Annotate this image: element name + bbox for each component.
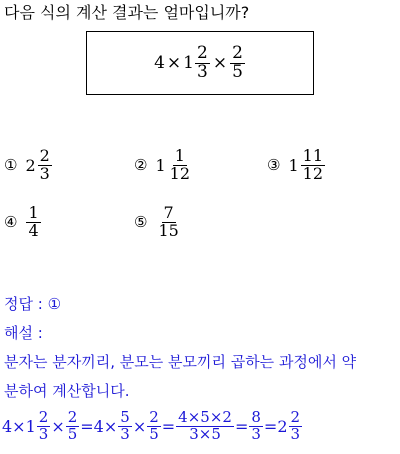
numerator: 2: [67, 408, 78, 426]
denominator: 5: [232, 61, 243, 82]
expr-mixed-whole: 1: [183, 53, 194, 73]
explanation-line-1: 분자는 분자끼리, 분모는 분모끼리 곱하는 과정에서 약: [4, 353, 357, 371]
expr-fraction: [230, 42, 245, 82]
numerator: 4×5×2: [178, 408, 232, 426]
work-term: ×: [51, 416, 65, 436]
denominator: 12: [169, 163, 190, 183]
expr-integer: 4: [154, 53, 165, 73]
calculation-steps: [2, 410, 303, 443]
work-term: 4×1: [2, 416, 36, 436]
denominator: 3×5: [189, 424, 221, 443]
explanation-label: 해설 :: [4, 324, 43, 342]
work-fraction: [249, 410, 263, 443]
denominator: 3: [39, 163, 50, 183]
denominator: 3: [120, 424, 130, 443]
work-fraction: [176, 410, 234, 443]
choice-fraction: [168, 148, 192, 183]
denominator: 3: [38, 424, 49, 443]
choice-fraction: [38, 148, 52, 183]
explanation-line-2: 분하여 계산합니다.: [4, 382, 130, 400]
denominator: 15: [158, 220, 179, 240]
choice-4[interactable]: [4, 205, 42, 240]
choice-marker: ②: [134, 156, 148, 175]
question-text: 다음 식의 계산 결과는 얼마입니까?: [4, 3, 250, 22]
choice-whole: 2: [25, 155, 36, 175]
choice-marker: ④: [4, 213, 18, 232]
expr-mixed-fraction: [195, 42, 210, 82]
numerator: 2: [149, 408, 159, 426]
work-fraction: [66, 410, 80, 443]
numerator: 2: [38, 408, 49, 426]
denominator: 5: [149, 424, 159, 443]
numerator: 2: [39, 146, 50, 165]
choice-marker: ⑤: [134, 213, 148, 232]
work-fraction: [147, 410, 161, 443]
work-term: =2: [263, 416, 288, 436]
choice-fraction: [301, 148, 325, 183]
choice-5[interactable]: [134, 205, 182, 240]
work-fraction: [118, 410, 132, 443]
work-term: =: [234, 416, 249, 436]
answer-text: 정답 : ①: [4, 295, 62, 313]
numerator: 8: [251, 408, 261, 426]
choice-marker: ③: [267, 156, 281, 175]
numerator: 1: [174, 146, 185, 165]
choice-whole: 1: [288, 155, 299, 175]
numerator: 2: [197, 42, 208, 63]
denominator: 5: [67, 424, 78, 443]
numerator: 11: [302, 146, 323, 165]
numerator: 7: [163, 203, 174, 222]
choice-whole: 1: [155, 155, 166, 175]
denominator: 3: [197, 61, 208, 82]
numerator: 2: [232, 42, 243, 63]
work-fraction: [37, 410, 51, 443]
expression: [87, 32, 313, 94]
denominator: 4: [28, 220, 39, 240]
choice-fraction: [156, 205, 180, 240]
work-term: ×: [132, 416, 147, 436]
denominator: 3: [251, 424, 261, 443]
denominator: 12: [302, 163, 323, 183]
work-term: =: [161, 416, 176, 436]
work-term: =4×: [80, 416, 118, 436]
numerator: 2: [290, 408, 301, 426]
expression-box: [86, 31, 314, 95]
work-fraction: [289, 410, 303, 443]
denominator: 3: [290, 424, 301, 443]
times-sign: ×: [166, 53, 182, 73]
numerator: 1: [28, 203, 39, 222]
choice-3[interactable]: [267, 148, 326, 183]
times-sign: ×: [212, 53, 228, 73]
choice-2[interactable]: [134, 148, 193, 183]
numerator: 5: [120, 408, 130, 426]
choice-marker: ①: [4, 156, 18, 175]
choice-fraction: [26, 205, 40, 240]
choice-1[interactable]: [4, 148, 53, 183]
